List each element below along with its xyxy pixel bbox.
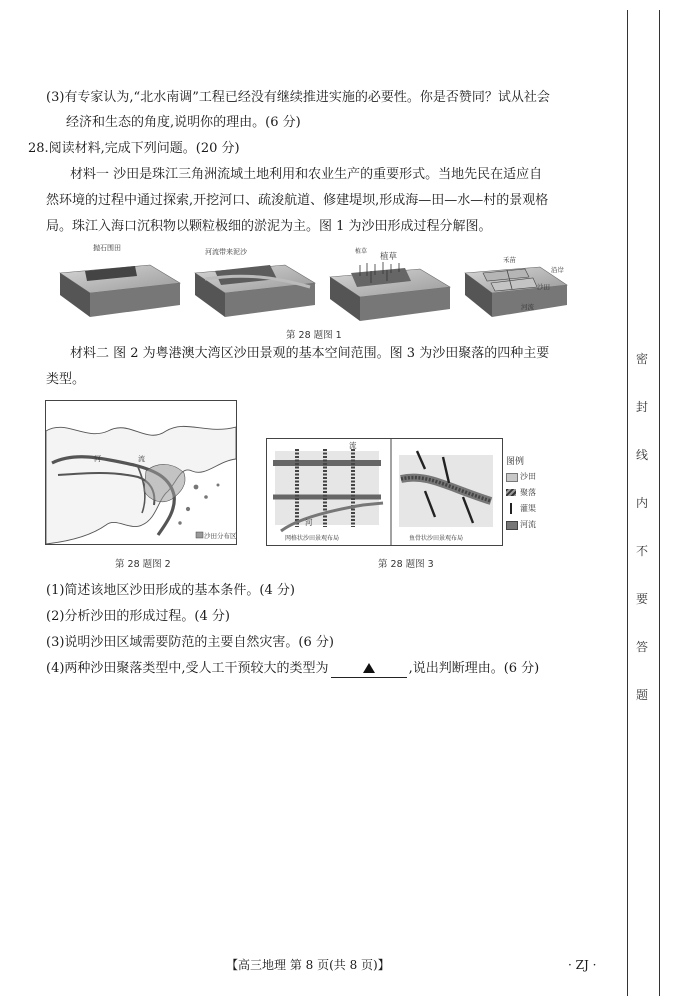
- question-4-after: ,说出判断理由。(6 分): [408, 661, 540, 676]
- island: [194, 485, 199, 490]
- land-outline: [46, 426, 236, 544]
- fig3-left-caption: 网格状沙田景观布局: [285, 535, 340, 542]
- fig1-stage4-label-dike: 沿岸: [551, 266, 564, 274]
- seal-char: 要: [636, 592, 649, 606]
- fig3-left-bottom-label: 河: [305, 518, 313, 527]
- legend-swatch-canal: [510, 503, 512, 514]
- figure-1-sandfield-formation: [55, 243, 575, 325]
- seal-char: 不: [636, 544, 649, 558]
- fig2-caption: 第 28 题图 2: [115, 559, 171, 570]
- fig1-stage1-label: 抛石围田: [93, 244, 121, 252]
- seal-char: 封: [636, 400, 649, 414]
- seal-char: 内: [636, 496, 649, 510]
- binding-line-left: [627, 10, 628, 996]
- fig1-stage2-label: 河流带来泥沙: [205, 248, 247, 256]
- seal-char: 密: [636, 352, 649, 366]
- fig3-legend-title: 图例: [506, 457, 525, 467]
- legend-swatch-settlement: [506, 489, 516, 496]
- seal-char: 答: [636, 640, 649, 654]
- binding-line-right: [659, 10, 660, 996]
- q27-3-line1: (3)有专家认为,“北水南调”工程已经没有继续推进实施的必要性。你是否赞同？试从社会: [46, 90, 550, 105]
- legend-swatch-river: [506, 521, 518, 530]
- footer-page-info: 【高三地理 第 8 页(共 8 页)】: [226, 958, 390, 972]
- fig1-stage4-label-field: 沙田: [537, 283, 550, 291]
- answer-blank[interactable]: [331, 661, 407, 678]
- q27-3-line2: 经济和生态的角度,说明你的理由。(6 分): [66, 115, 301, 130]
- triangle-icon: [363, 663, 375, 673]
- legend-label: 灌渠: [520, 504, 536, 513]
- island: [204, 495, 208, 499]
- settlement-drawing: [267, 439, 502, 545]
- legend-label: 河流: [520, 520, 536, 529]
- legend-swatch: [196, 532, 203, 538]
- island: [217, 484, 220, 487]
- question-4: [46, 661, 539, 678]
- fig2-river-label-right: 流: [138, 455, 145, 463]
- stage2-block: [195, 265, 315, 317]
- sandfield-area: [144, 464, 185, 501]
- fig3-left-top-label: 流: [349, 441, 357, 450]
- footer-code: · ZJ ·: [568, 958, 597, 972]
- island: [186, 507, 190, 511]
- fig1-stage4-label-river: 河流: [521, 303, 534, 311]
- map-drawing: [46, 401, 236, 544]
- material2-line2: 类型。: [46, 372, 86, 387]
- seal-char: 题: [636, 688, 649, 702]
- figure-3-settlements: [266, 438, 503, 546]
- grid-layout-panel: [273, 440, 383, 542]
- material1-line2: 然环境的过程中通过探索,开挖河口、疏浚航道、修建堤坝,形成海—田—水—村的景观格: [46, 193, 549, 208]
- stage3-block: [330, 262, 450, 321]
- seal-char: 线: [636, 448, 649, 462]
- material2-line1: 材料二 图 2 为粤港澳大湾区沙田景观的基本空间范围。图 3 为沙田聚落的四种主要: [70, 346, 550, 361]
- question-4-before: (4)两种沙田聚落类型中,受人工干预较大的类型为: [46, 661, 329, 676]
- question-3: (3)说明沙田区域需要防范的主要自然灾害。(6 分): [46, 635, 334, 650]
- stage1-block: [60, 265, 180, 317]
- fig2-legend-label: 沙田分布区: [204, 532, 236, 540]
- question-2: (2)分析沙田的形成过程。(4 分): [46, 609, 230, 624]
- stage4-block: [465, 267, 567, 317]
- fig1-stage3-label-small: 植草: [355, 248, 368, 255]
- question-1: (1)简述该地区沙田形成的基本条件。(4 分): [46, 583, 295, 598]
- material1-line1: 材料一 沙田是珠江三角洲流域土地利用和农业生产的重要形式。当地先民在适应自: [70, 167, 543, 182]
- legend-label: 沙田: [520, 472, 536, 481]
- material1-line3: 局。珠江入海口沉积物以颗粒极细的淤泥为主。图 1 为沙田形成过程分解图。: [46, 219, 492, 234]
- fig1-caption: 第 28 题图 1: [286, 330, 342, 341]
- fig1-stage4-label-top: 禾苗: [503, 256, 516, 264]
- island: [178, 521, 181, 524]
- fig3-right-caption: 鱼骨状沙田景观布局: [409, 535, 464, 542]
- fig3-caption: 第 28 题图 3: [378, 559, 434, 570]
- figure-2-map: [45, 400, 237, 545]
- q28-heading: 28.阅读材料,完成下列问题。(20 分): [28, 141, 240, 156]
- fig2-river-label-left: 河: [94, 455, 101, 463]
- fishbone-layout-panel: [399, 451, 493, 542]
- legend-swatch-sandfield: [506, 473, 518, 482]
- fig1-stage3-label-big: 植草: [380, 252, 398, 262]
- legend-label: 聚落: [520, 488, 536, 497]
